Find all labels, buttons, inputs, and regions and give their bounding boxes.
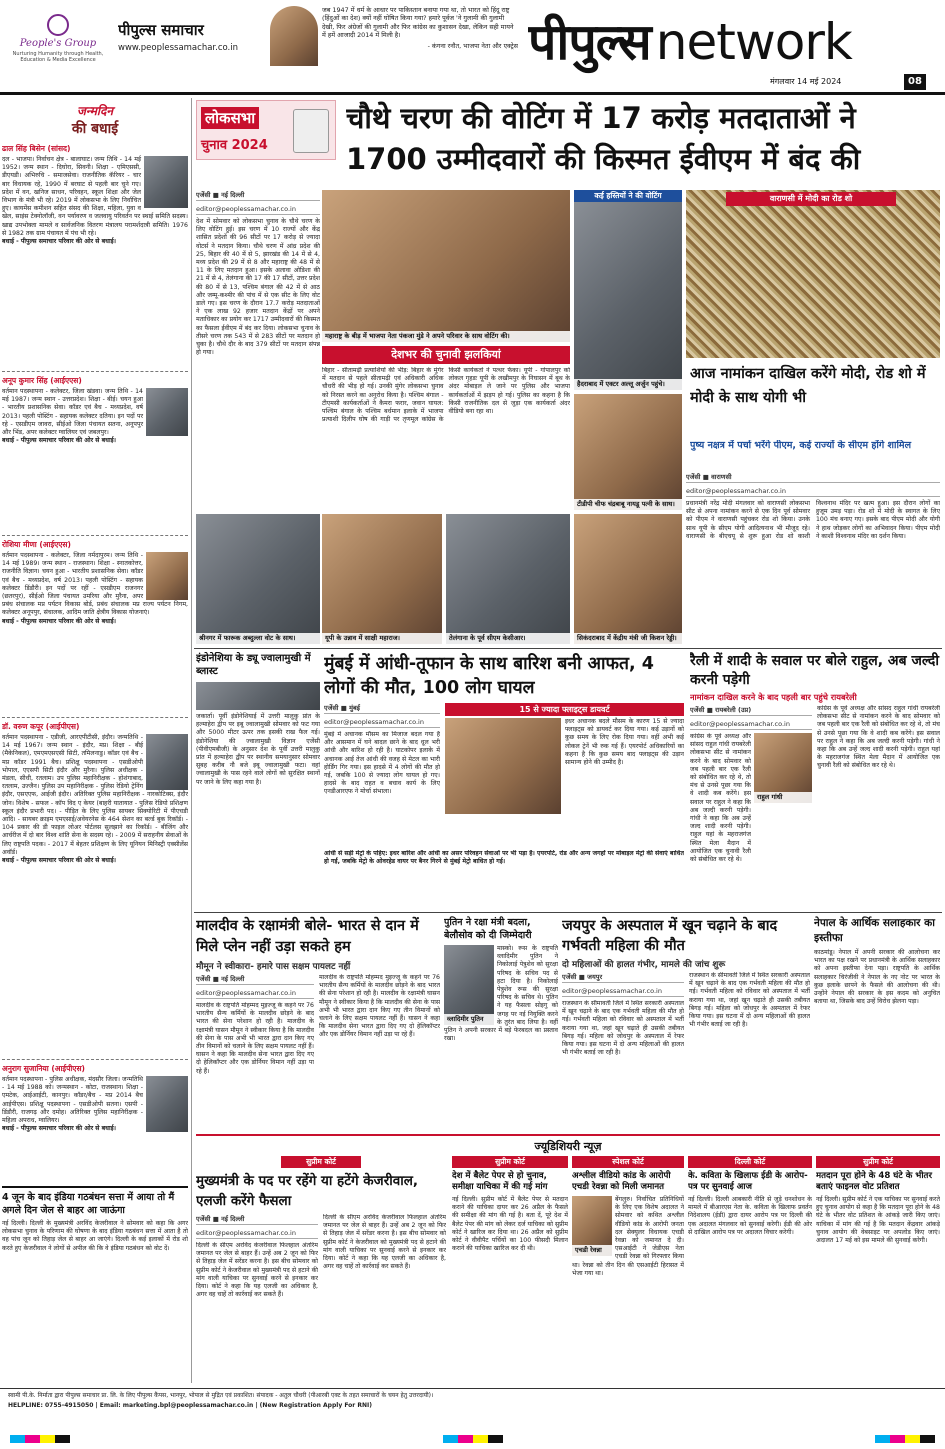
birthday-entry [2,540,188,718]
kejriwal-bail-headline: 4 जून के बाद इंडिया गठबंधन सत्ता में आया तो मैं अगले दिन जेल से बाहर आ जाऊंगा [2,1192,175,1216]
page-number: 08 [904,74,926,90]
farooq-abdullah-photo [196,514,320,644]
kavita-story [688,1156,812,1384]
kishan-reddy-photo [574,514,682,644]
maldives-email[interactable]: editor@peoplessamachar.co.in [196,988,314,999]
vote-percent-body: नई दिल्ली। सुप्रीम कोर्ट ने एक याचिका पर सुनवाई करते हुए चुनाव आयोग से कहा है कि मतदान पूरा होने के 48 घंटे के भीतर वोट प्रतिशत के आंकड़े जारी किए जाएं। याचिका में मांग की गई है कि मतदान केंद्रवार आंकड़े चुनाव आयोग की वेबसाइट पर अपलोड किए जाएं। अदालत 17 मई को इस मामले की सुनवाई करेगी। [816,1196,940,1245]
person-photo [144,156,188,208]
kavita-headline: के. कविता के खिलाफ ईडी के आरोप-पत्र पर सुनवाई आज [688,1171,808,1192]
flights-text: इधर अचानक बदले मौसम के कारण 15 से ज्यादा फ्लाइट्स को डायवर्ट कर दिया गया। कई उड़ानों को कुछ समय के लिए रोक दिया गया। वहीं अभी कई लोकल ट्रेनें भी रुक गई हैं। एयरपोर्ट अधिकारियों का कहना है कि कुछ समय बाद फ्लाइट्स की उड़ान सामान्य होने की उम्मीद है। [565,718,684,767]
person-photo [146,552,188,600]
court-label: दिल्ली कोर्ट [688,1156,812,1168]
indonesia-body: जकार्ता। पूर्वी इंडोनेशियाई में उत्तरी मालुकु प्रांत के हल्माहेरा द्वीप पर इबू ज्वालामुखी सोमवार को फट गया और 5000 मीटर ऊपर तक इसकी राख फैल गई। इंडोनेशिया की ज्वालामुखी विज्ञान एजेंसी (पीवीएमबीजी) के अनुसार देश के पूर्वी उत्तरी मालुकु प्रांत में हल्माहेरा द्वीप पर स्थानीय समयानुसार सोमवार सुबह करीब नौ बजे इबू ज्वालामुखी फटा। वहां ज्वालामुखी के पास रहने वाले लोगों को सुरक्षित स्थानों पर जाने के लिए कहा गया है। [196,713,320,786]
maldives-agency: एजेंसी ■ नई दिल्ली [196,974,314,985]
photo-caption: हैदराबाद में एक्टर अल्लू अर्जुन पहुंचे। [574,379,682,390]
chandrababu-naidu-photo [574,394,682,510]
lead-email[interactable]: editor@peoplessamachar.co.in [196,204,320,215]
revanna-photo [572,1196,612,1256]
photo-caption: श्रीनगर में फारूक अब्दुल्ला वोट के साथ। [196,633,320,644]
maldives-headline: मालदीव के रक्षामंत्री बोले- भारत से दान में मिले प्लेन नहीं उड़ा सकते हम [196,918,419,955]
court-label: स्पेशल कोर्ट [572,1156,684,1168]
modi-story [686,472,940,642]
color-registration-strip [0,1432,945,1446]
vote-percent-story [816,1156,940,1384]
column-divider [191,98,192,1383]
volcano-photo [196,682,320,710]
flights-banner: 15 से ज्यादा फ्लाइट्स डायवर्ट [445,703,684,716]
kejriwal-lg-headline: मुख्यमंत्री के पद पर रहेंगे या हटेंगे केजरीवाल, एलजी करेंगे फैसला [196,1173,418,1209]
brand-title-hindi: पीपुल्स [528,13,651,71]
birthday-details: वर्तमान पदस्थापना - कलेक्टर, जिला खंडवा। जन्म तिथि - 14 मई 1987। जन्म स्थान - उत्तरप्रदेश। शिक्षा - बीई। चयन हुआ - भारतीय प्रशासनिक सेवा। कॉडर एवं बैच - मध्यप्रदेश, वर्ष 2013। पहली पोस्टिंग - सहायक कलेक्टर दतिया। इन पदों पर रहे - एसडीएम जावरा, सीईओ जिला पंचायत सतना, अनूपपुर और भिंड, अपर कलेक्टर ग्वालियर एवं जबलपुर। [2,388,143,437]
birthday-name: रोशिया मीणा (आईएएस) [2,540,71,549]
roadshow-banner: वाराणसी में मोदी का रोड शो [726,192,896,206]
jaipur-story [562,916,810,1130]
varanasi-roadshow-photo [686,190,940,358]
pankaja-munde-photo [322,190,570,342]
modi-body: प्रधानमंत्री नरेंद्र मोदी मंगलवार को वाराणसी लोकसभा सीट से अपना नामांकन करने से एक दिन पूर्व सोमवार को पीएम ने वाराणसी पहुंचकर रोड शो किया। उनके साथ यूपी के सीएम योगी आदित्यनाथ भी मौजूद रहे। वाराणसी के बीएचयू से शुरू हुआ रोड शो काशी विश्वनाथ मंदिर पर खत्म हुआ। इस दौरान लोगों का हुजूम उमड़ पड़ा। रोड शो में मोदी के स्वागत के लिए 100 मंच बनाए गए। इसके बाद पीएम मोदी और योगी ने हाथ जोड़कर लोगों का अभिवादन किया। पीएम मोदी ने काशी विश्वनाथ मंदिर का दर्शन किया। [686,500,940,540]
mumbai-agency: एजेंसी ■ मुंबई [324,703,440,714]
lead-body: देश में सोमवार को लोकसभा चुनाव के चौथे चरण के लिए वोटिंग हुई। इस चरण में 10 राज्यों और केंद्र शासित प्रदेशों की 96 सीटों पर 17 करोड़ से ज्यादा वोटर्स ने मतदान किया। चौथे चरण में आंध्र प्रदेश की 25, बिहार की 40 में से 5, झारखंड की 14 में से 4, मध्य प्रदेश की 29 में से 8 और महाराष्ट्र की 48 में से 11 के लिए मतदान हुआ। इसके अलावा ओडिशा की 21 में से 4, तेलंगाना की 17 की 17 सीटों, उत्तर प्रदेश की 80 में से 13, पश्चिम बंगाल की 42 में से आठ और जम्मू-कश्मीर की पांच में से एक सीट के लिए वोट डाले गए। इस चरण के दौरान 17.7 करोड़ मतदाताओं ने एक लाख 92 हजार मतदान केंद्रों पर अपने मताधिकार का प्रयोग कर 1717 उम्मीदवारों की किस्मत का फैसला ईवीएम में बंद कर दिया। लोकसभा चुनाव के तीसरे चरण तक 543 में से 283 सीटों पर मतदान हो चुका है। चौथे दौर के बाद 379 सीटों पर मतदान संपन्न हो गया। [196,218,320,357]
kejriwal-jail-story [2,1386,188,1387]
brand-title [528,6,940,76]
jaipur-body-continued: राजस्थान के सीमावर्ती जिले में स्थित सरकारी अस्पताल में खून चढ़ाने के बाद एक गर्भवती महिला की मौत हो गई। गर्भवती महिला को रविवार को अस्पताल में भर्ती कराया गया था, जहां खून चढ़ाते ही उसकी तबीयत बिगड़ गई। महिला को जोधपुर के अस्पताल में रेफर किया गया। इस घटना में दो अन्य महिलाओं की हालत भी गंभीर बताई जा रही है। [689,972,810,1029]
putin-headline: पुतिन ने रक्षा मंत्री बदला, बेलौसोव को दी जिम्मेदारी [444,917,532,941]
birthday-entry [2,376,188,536]
modi-subhead: पुष्य नक्षत्र में पर्चा भरेंगे पीएम, कई राज्यों के सीएम होंगे शामिल [690,440,912,451]
kejriwal-lg-body-continued: दिल्ली के सीएम अरविंद केजरीवाल फिलहाल अंतरिम जमानत पर जेल से बाहर हैं। उन्हें अब 2 जून को फिर से तिहाड़ जेल में सरेंडर करना है। इस बीच सोमवार को सुप्रीम कोर्ट ने केजरीवाल को मुख्यमंत्री पद से हटाने की मांग वाली याचिका पर सुनवाई करने से इनकार कर दिया। कोर्ट ने कहा कि यह एलजी का अधिकार है, अगर वह चाहें तो कार्रवाई कर सकते हैं। [323,1214,446,1271]
lead-story [196,190,320,510]
jaipur-headline: जयपुर के अस्पताल में खून चढ़ाने के बाद गर्भवती महिला की मौत [562,918,778,954]
kejriwal-lg-story [196,1156,446,1384]
section-rule [194,912,942,913]
nepal-headline: नेपाल के आर्थिक सलाहकार का इस्तीफा [814,917,935,944]
rahul-agency: एजेंसी ■ रायबरेली (उप्र) [690,705,812,716]
indonesia-headline: इंडोनेशिया के ड्यू ज्वालामुखी में ब्लास्ट [196,653,311,677]
maldives-subhead: मौमून ने स्वीकारा- हमारे पास सक्षम पायलट नहीं [196,962,351,972]
allu-arjun-photo [574,202,682,390]
judiciary-banner [196,1134,940,1154]
birthday-name: ढाल सिंह बिसेन (सांसद) [2,144,71,153]
masthead-rule [0,92,945,95]
kejriwal-lg-email[interactable]: editor@peoplessamachar.co.in [196,1228,318,1239]
revanna-story [572,1156,684,1384]
birthday-wish: बधाई - पीपुल्स समाचार परिवार की ओर से बधाई। [2,238,116,246]
election-badge-a: लोकसभा [201,107,259,129]
birthday-wish: बधाई - पीपुल्स समाचार परिवार की ओर से बधाई। [2,857,116,865]
peoples-group-logo [8,14,108,80]
rahul-gandhi-photo [754,733,812,803]
court-label: सुप्रीम कोर्ट [816,1156,940,1168]
mumbai-story [324,652,684,910]
birthday-details: वर्तमान पदस्थापना - एडीजी, आरएपीटीसी, इंदौर। जन्मतिथि - 14 मई 1967। जन्म स्थान - इंदौर, मप्र। शिक्षा - बीई (मैकेनिकल), एमएमएसएसी सिटी, तमिलनाडु। कॉडर एवं बैच - मप्र कॉडर 1991 बैच। प्रशिक्षु पदस्थापना - एसडीओपी भोपाल, एएसपी सिटी इंदौर और मुरैना। पुलिस अधीक्षक - मंडला, सीधी, रतलाम। उप पुलिस महानिरीक्षक - होशंगाबाद, रतलाम, उज्जैन। पुलिस उप महानिरीक्षक - पुलिस रेडियो ट्रेनिंग इंदौर, एसएएफ, आईजी इंदौर। अतिरिक्त पुलिस महानिरीक्षक - नारकोटिक्स, इंदौर जोन। विशेष - सफल - कॉप विद ए केयर (बाहरी यातायात - पुलिस रेडियो प्रशिक्षण स्कूल इंदौर प्रभारी पद। - पीड़ित के लिए पुलिस सायबर सिक्योरिटी में पीएचडी आदि। - सायबर क्राइम एमएसाई/अवेयरनेस के 464 सेशन का बर्ल्ड बुक रिकॉर्ड। - 104 प्रकार की डी फाइल लोअर पोर्टलस सुलझाने का रिकॉर्ड। - बीजिंग और आर्चरीज में दो बार विश्व शांति सेना के सदस्य रहे। - 2009 में सराहनीय सेवाओं के लिए राष्ट्रपति पदक। - 2017 में बेहतर प्रशिक्षण के लिए यूनियन मिनिस्ट्री एक्सीलेंस अवॉर्ड। [2,734,188,856]
paper-name: पीपुल्स समाचार [118,21,204,39]
glimpses-text: बिहार - सीतामढ़ी प्रत्याशियों की भीड़: बिहार के मुंगेर में मतदान से पहले सीतामढ़ी एवं अधिकारी अधिक चौधरी की भीड़ हो गई। उनकी मुंगेर लोकसभा चुनाव को निरस्त करने का अनुरोध किया है। पश्चिम बंगाल - टीएमसी कार्यकर्ताओं ने कैमरा फरार, जवान घायल: पश्चिम बंगाल के पश्चिम बर्धमान इलाके में भाजपा प्रत्याशी दिलीप घोष की गाड़ी पर तृणमूल कांग्रेस के किसी कार्यकर्ता ने पत्थर फेंका। यूपी - गोपालपुर को लोकल गृहडः यूपी के लखीमपुर के निघासन में बूथ के अंदर मोबाइल ले जाने पर पुलिस और भाजपा कार्यकर्ताओं में झड़प हो गई। पुलिस का कहना है कि किसी राजनीतिक दल से जुड़ा एक कार्यकर्ता अंदर वीडियो बना रहा था। [322,367,570,424]
ballot-paper-story [452,1156,568,1384]
photo-caption: तेलंगाना के पूर्व सीएम केसीआर। [446,633,570,644]
kavita-body: नई दिल्ली। दिल्ली आबकारी नीति से जुड़े धनशोधन के मामले में बीआरएस नेता के. कविता के खिलाफ प्रवर्तन निदेशालय (ईडी) द्वारा दायर आरोप पत्र पर दिल्ली की एक अदालत मंगलवार को सुनवाई करेगी। ईडी की ओर से दाखिल आरोप पत्र पर अदालत विचार करेगी। [688,1196,812,1236]
kejriwal-lg-agency: एजेंसी ■ नई दिल्ली [196,1214,318,1225]
kejriwal-bail-body: नई दिल्ली। दिल्ली के मुख्यमंत्री अरविंद केजरीवाल ने सोमवार को कहा कि अगर लोकसभा चुनाव के परिणाम की घोषणा के बाद इंडिया गठबंधन सत्ता में आता है तो वह पांच जून को तिहाड़ जेल से बाहर आ जाएंगे। दिल्ली के कई इलाकों में रोड शो करते हुए केजरीवाल ने लोगों से अपील की कि वे इंडिया गठबंधन को वोट दें। [2,1220,188,1252]
paper-name-block [118,20,268,64]
birthday-header-a: जन्मदिन [76,104,114,118]
section-rule [194,648,942,649]
maldives-story [196,916,440,1130]
group-tagline: Nurturing Humanity through Health, Education & Media Excellence [12,51,104,63]
quote-box [322,6,518,86]
modi-headline: आज नामांकन दाखिल करेंगे मोदी, रोड शो में मोदी के साथ योगी भी [690,366,926,406]
jaipur-body: राजस्थान के सीमावर्ती जिले में स्थित सरकारी अस्पताल में खून चढ़ाने के बाद एक गर्भवती महिला की मौत हो गई। गर्भवती महिला को रविवार को अस्पताल में भर्ती कराया गया था, जहां खून चढ़ाते ही उसकी तबीयत बिगड़ गई। महिला को जोधपुर के अस्पताल में रेफर किया गया। इस घटना में दो अन्य महिलाओं की हालत भी गंभीर बताई जा रही है। [562,1000,684,1057]
footer-imprint: स्वामी पी.के. निर्माता द्वारा पीपुल्स समाचार प्रा. लि. के लिए पीपुल्स कैंपस, भानपुर, भोपाल से मुद्रित एवं प्रकाशित। संपादक - अतुल चौधरी (पीआरबी एक्ट के तहत समाचारों के चयन हेतु उत्तरदायी)। [8,1392,434,1399]
photo-caption: महाराष्ट्र के बीड़ में भाजपा नेता पंकजा मुंडे ने अपने परिवार के साथ वोटिंग की। [322,331,570,342]
masthead [0,0,945,92]
mumbai-body: मुंबई में अचानक मौसम का मिजाज बदल गया है और आसमान में घने बादल छाने के बाद धूल भरी आंधी और बारिश हो रही है। घाटकोपर इलाके में अचानक आई तेज आंधी की वजह से मेटल का भारी होर्डिंग गिर गया। इस हादसे में 4 लोगों की मौत हो गई, जबकि 100 से ज्यादा लोग घायल हो गए। हादसे के बाद राहत व बचाव कार्य के लिए एनडीआरएफ ने मोर्चा संभाला। [324,731,440,796]
hoarding-collapse-photo [445,718,561,814]
glimpses-banner: देशभर की चुनावी झलकियां [322,346,570,364]
rahul-story [690,652,940,910]
rahul-email[interactable]: editor@peoplessamachar.co.in [690,719,812,730]
footer-contact: HELPLINE: 0755-4915050 | Email: marketing.bpl@peoplessamachar.co.in | (New Registration Apply For RNI) [8,1402,372,1409]
putin-story [444,916,558,1130]
photo-caption: सिकंदराबाद में केंद्रीय मंत्री जी किशन रेड्डी। [574,633,682,644]
person-photo [146,734,188,790]
photo-caption: व्लादिमीर पुतिन [444,1014,494,1025]
birthday-header [2,98,188,144]
lead-headline: चौथे चरण की वोटिंग में 17 करोड़ मतदाताओं ने 1700 उम्मीदवारों की किस्मत ईवीएम में बंद की [346,101,861,176]
issue-date: मंगलवार 14 मई 2024 [770,77,842,86]
birthday-name: डॉ. वरुण कपूर (आईपीएस) [2,722,80,731]
celebrity-voting-banner: कई हस्तियों ने की वोटिंग [574,190,682,202]
brand-title-network: network [655,13,852,71]
modi-email[interactable]: editor@peoplessamachar.co.in [686,486,940,497]
court-label: सुप्रीम कोर्ट [281,1156,361,1168]
kcr-photo [446,514,570,644]
sakshi-maharaj-photo [322,514,442,644]
kejriwal-lg-body: दिल्ली के सीएम अरविंद केजरीवाल फिलहाल अंतरिम जमानत पर जेल से बाहर हैं। उन्हें अब 2 जून को फिर से तिहाड़ जेल में सरेंडर करना है। इस बीच सोमवार को सुप्रीम कोर्ट ने केजरीवाल को मुख्यमंत्री पद से हटाने की मांग वाली याचिका पर सुनवाई करने से इनकार कर दिया। कोर्ट ने कहा कि यह एलजी का अधिकार है, अगर वह चाहें तो कार्रवाई कर सकते हैं। [196,1242,318,1299]
footer [0,1388,945,1428]
birthday-wish: बधाई - पीपुल्स समाचार परिवार की ओर से बधाई। [2,1125,116,1133]
birthday-header-b: की बधाई [71,121,119,137]
glimpses-block [322,346,570,510]
jaipur-subhead: दो महिलाओं की हालत गंभीर, मामले की जांच शुरू [562,960,726,970]
celebrity-voting-block [574,190,682,390]
rahul-body-continued: कांग्रेस के पूर्व अध्यक्ष और सांसद राहुल गांधी रायबरेली लोकसभा सीट से नामांकन करने के बाद सोमवार को जब पहली बार एक रैली को संबोधित कर रहे थे, तो मंच से उनसे पूछा गया कि वे शादी कब करेंगे। इस सवाल पर राहुल ने कहा कि अब जल्दी करनी पड़ेगी। गांधी ने कहा कि अब उन्हें जल्द शादी करनी पड़ेगी। राहुल यहां के महराजगंज स्थित मेला मैदान में आयोजित एक चुनावी रैली को संबोधित कर रहे थे। [817,705,940,770]
photo-caption: एचडी रेवन्ना [572,1245,612,1256]
photo-caption: राहुल गांधी [754,792,812,803]
birthday-entry [2,722,188,1060]
birthday-name: अनुराग सुजानिया (आईपीएस) [2,1064,85,1073]
election-badge-b: चुनाव 2024 [201,138,268,153]
birthday-details: वर्तमान पदस्थापना - कलेक्टर, जिला नर्मदापुरम। जन्म तिथि - 14 मई 1989। जन्म स्थान - राजस्थान। शिक्षा - स्नातकोत्तर, राजनीति विज्ञान। चयन हुआ - भारतीय प्रशासनिक सेवा। कॉडर एवं बैच - मध्यप्रदेश, वर्ष 2013। पहली पोस्टिंग - सहायक कलेक्टर डिंडौरी। इन पदों पर रहीं - एसडीएम राजनगर (छतरपुर), सीईओ जिला पंचायत उमरिया और मुरैना, अपर प्रबंध संचालक मप्र पर्यटन विकास बोर्ड, प्रबंध संचालक मप्र राज्य पर्यटन निगम, कलेक्टर अनूपपुर, संचालक, आदिम जाति क्षेत्रीय विकास योजनाएं। [2,552,188,617]
ballot-paper-headline: देश में बैलेट पेपर से हो चुनाव, समीक्षा याचिका में की गई मांग [452,1171,548,1192]
modi-agency: एजेंसी ■ वाराणसी [686,472,940,483]
rahul-body: कांग्रेस के पूर्व अध्यक्ष और सांसद राहुल गांधी रायबरेली लोकसभा सीट से नामांकन करने के बाद सोमवार को जब पहली बार एक रैली को संबोधित कर रहे थे, तो मंच से उनसे पूछा गया कि वे शादी कब करेंगे। इस सवाल पर राहुल ने कहा कि अब जल्दी करनी पड़ेगी। गांधी ने कहा कि अब उन्हें जल्द शादी करनी पड़ेगी। राहुल यहां के महराजगंज स्थित मेला मैदान में आयोजित एक चुनावी रैली को संबोधित कर रहे थे। [690,733,751,864]
photo-caption: टीडीपी चीफ चंद्रबाबू नायडू पत्नी के साथ। [574,499,682,510]
putin-body: मास्को। रूस के राष्ट्रपति व्लादिमीर पुतिन ने निकोलाई पेत्रुशेव को सुरक्षा परिषद के सचिव पद से हटा दिया है। निकोलाई पेत्रुशेव रूस की सुरक्षा परिषद के सचिव थे। पुतिन ने यह फैसला सोइगु को जगह पर नई नियुक्ति करने के तुरंत बाद लिया है। वहीं पुतिन ने अपनी सरकार में बड़े फेरबदल का प्रस्ताव रखा। [444,945,558,1043]
lead-agency: एजेंसी ■ नई दिल्ली [196,190,320,201]
ballot-paper-body: नई दिल्ली। सुप्रीम कोर्ट में बैलेट पेपर से मतदान कराने की याचिका दायर कर 26 अप्रैल के फैसले की समीक्षा की मांग की गई है। बता दें, पूरे देश में बैलेट पेपर की मांग को लेकर दर्ज याचिका को सुप्रीम कोर्ट ने खारिज कर दिया था। 26 अप्रैल को सुप्रीम कोर्ट ने वीवीपैट पर्चियों का 100 फीसदी मिलान कराने की याचिका खारिज कर दी थी। [452,1196,568,1253]
maldives-body-continued: मालदीव के राष्ट्रपति मोहम्मद मुइज्जू के कहने पर 76 भारतीय सैन्य कर्मियों के मालदीव छोड़ने के बाद भारत की सेना परेशान हो रही है। मालदीव के रक्षामंत्री घासन मौमून ने स्वीकार किया है कि मालदीव की सेना के पास अभी भी भारत द्वारा दान किए गए तीन विमानों को चलाने के लिए सक्षम पायलट नहीं हैं। घासन ने कहा कि मालदीव सेना भारत द्वारा दिए गए दो हेलिकॉप्टर और एक डोर्नियर विमान नहीं उड़ा पा रहे हैं। [319,974,440,1039]
group-logo-icon [47,14,69,36]
election-badge [196,100,336,160]
mumbai-caption-text: आंधी से सड़ी मेट्रो के पहिए: इधर बारिश और आंधी का असर परिवहन सेवाओं पर भी पड़ा है। एयरपोर्ट, रोड और अन्य जगहों पर मोबाइल मेट्रो की सेवाएं बाधित हो गईं, जबकि मेट्रो के ओवरहेड वायर पर बैनर गिरने से मुंबई मेट्रो बाधित हो गई। [324,850,684,866]
mumbai-headline: मुंबई में आंधी-तूफान के साथ बारिश बनी आफत, 4 लोगों की मौत, 100 लोग घायल [324,654,654,698]
quote-attribution: - कंगना रनौत, भाजपा नेता और एक्ट्रेस [427,41,518,50]
group-name: People's Group [19,38,97,49]
revanna-body: बेंगलुरु। निर्वाचित प्रतिनिधियों के लिए एक विशेष अदालत ने सोमवार को कथित अश्लील वीडियो कांड के आरोपी जनता दल सेक्युलर विधायक एचडी रेवन्ना को जमानत दे दी। एसआईटी ने जेडीएस नेता एचडी रेवन्ना को गिरफ्तार किया था। रेवन्ना को तीन दिन की एसआईटी हिरासत में भेजा गया था। [572,1196,684,1277]
mumbai-email[interactable]: editor@peoplessamachar.co.in [324,717,440,728]
evm-icon [293,109,329,153]
color-swatch [443,1435,503,1443]
revanna-headline: अश्लील वीडियो कांड के आरोपी एचडी रेवन्ना को मिली जमानत [572,1171,671,1192]
birthday-details: दल - भाजपा। निर्वाचन क्षेत्र - बालाघाट। जन्म तिथि - 14 मई 1952। जन्म स्थान - दिघोरा, सिवनी। शिक्षा - एमिएससी, डीएयडी। अभिरुचि - समाजसेवा। राजनीतिक कॅरियर - चार बार विधायक रहे, 1990 में बरघाट से पहली बार चुने गए। प्रदेश में वन, खनिज साधन, परिवहन, स्कूल शिक्षा और जेल विभाग के मंत्री भी रहे। 2019 में लोकसभा के लिए निर्वाचित हुए। कायमेंस कमीशन सहित संसद की शिक्षा, महिला, युवा व खेल, साइंस टेक्नोलॉजी, वन पर्यावरण व जलवायु परिवर्तन पर स्थाई समिति सदस्य। खाद्य उपभोक्ता मामले व सार्वजनिक वितरण मंत्रालय परामर्शदात्री समिति। 1976 से 1982 तक ग्राम पंचायत में पंच भी रहे। [2,156,188,237]
rahul-subhead: नामांकन दाखिल करने के बाद पहली बार पहुंचे रायबरेली [690,692,857,702]
rahul-headline: रैली में शादी के सवाल पर बोले राहुल, अब जल्दी करनी पड़ेगी [690,653,939,688]
photo-caption: यूपी के उन्नाव में साक्षी महाराज। [322,633,442,644]
nepal-body: काठमांडू। नेपाल में अपनी सरकार की आलोचना कर भारत का पक्ष रखने पर प्रधानमंत्री के आर्थिक सलाहकार को अपना इस्तीफा देना पड़ा। राष्ट्रपति के आर्थिक सलाहकार चिरंजीवी ने नेपाल के नए नोट पर भारत के कुछ इलाके छापने के फैसले की आलोचना की थी। उन्होंने नेपाल की सरकार के इस कदम को अनुचित बताया था, जिसके बाद उन्हें विरोध झेलना पड़ा। [814,949,940,1006]
vote-percent-headline: मतदान पूरा होने के 48 घंटे के भीतर बताएं फाइनल वोट प्रतिशत [816,1171,932,1192]
maldives-body: मालदीव के राष्ट्रपति मोहम्मद मुइज्जू के कहने पर 76 भारतीय सैन्य कर्मियों के मालदीव छोड़ने के बाद भारत की सेना परेशान हो रही है। मालदीव के रक्षामंत्री घासन मौमून ने स्वीकार किया है कि मालदीव की सेना के पास अभी भी भारत द्वारा दान किए गए तीन विमानों को चलाने के लिए सक्षम पायलट नहीं हैं। घासन ने कहा कि मालदीव सेना भारत द्वारा दिए गए दो हेलिकॉप्टर और एक डोर्नियर विमान नहीं उड़ा पा रहे हैं। [196,1002,314,1075]
person-photo [146,1076,188,1132]
birthday-details: वर्तमान पदस्थापना - पुलिस अधीक्षक, मंदसौर जिला। जन्मतिथि - 14 मई 1988 को। जन्मस्थान - कोटा, राजस्थान। शिक्षा - एमटेक, आईआईटी, कानपुर। कॉडर/बैच - मप्र 2014 बैच आईपीएस। प्रशिक्षु पदस्थापना - एसडीओपी सतना। एसपी - डिंडौरी, राजगढ़ और दमोह। अतिरिक्त पुलिस महानिरीक्षक - महिला अपराध, ग्वालियर। [2,1076,143,1125]
color-swatch [875,1435,935,1443]
jaipur-email[interactable]: editor@peoplessamachar.co.in [562,986,684,997]
judiciary-banner-label: ज्यूडिशियरी न्यूज़ [526,1139,609,1154]
birthday-wish: बधाई - पीपुल्स समाचार परिवार की ओर से बधाई। [2,617,116,625]
paper-url[interactable]: www.peoplessamachar.co.in [118,43,239,53]
kejriwal-bail-story [2,1186,188,1382]
birthday-wish: बधाई - पीपुल्स समाचार परिवार की ओर से बधाई। [2,437,116,445]
court-label: सुप्रीम कोर्ट [452,1156,568,1168]
color-swatch [10,1435,70,1443]
person-photo [146,388,188,436]
jaipur-agency: एजेंसी ■ जयपुर [562,972,684,983]
indonesia-story [196,652,320,910]
nepal-story [814,916,940,1130]
birthday-entry [2,144,188,372]
kangana-photo [270,6,318,66]
putin-photo [444,945,494,1025]
birthday-name: अनूप कुमार सिंह (आईएएस) [2,376,82,385]
quote-text: जब 1947 में धर्म के आधार पर पाकिस्तान बनाया गया था, तो भारत को हिंदू राष्ट्र (हिंदुओं का देश) क्यों नहीं घोषित किया गया? हमारे पूर्वज 'ने गुलामी की गुलामी देखी, फिर अंग्रेजों की गुलामी और फिर कांग्रेस का कुशासन देखा, लेकिन सही मायने में हमें आजादी 2014 में मिली है। [322,6,514,40]
